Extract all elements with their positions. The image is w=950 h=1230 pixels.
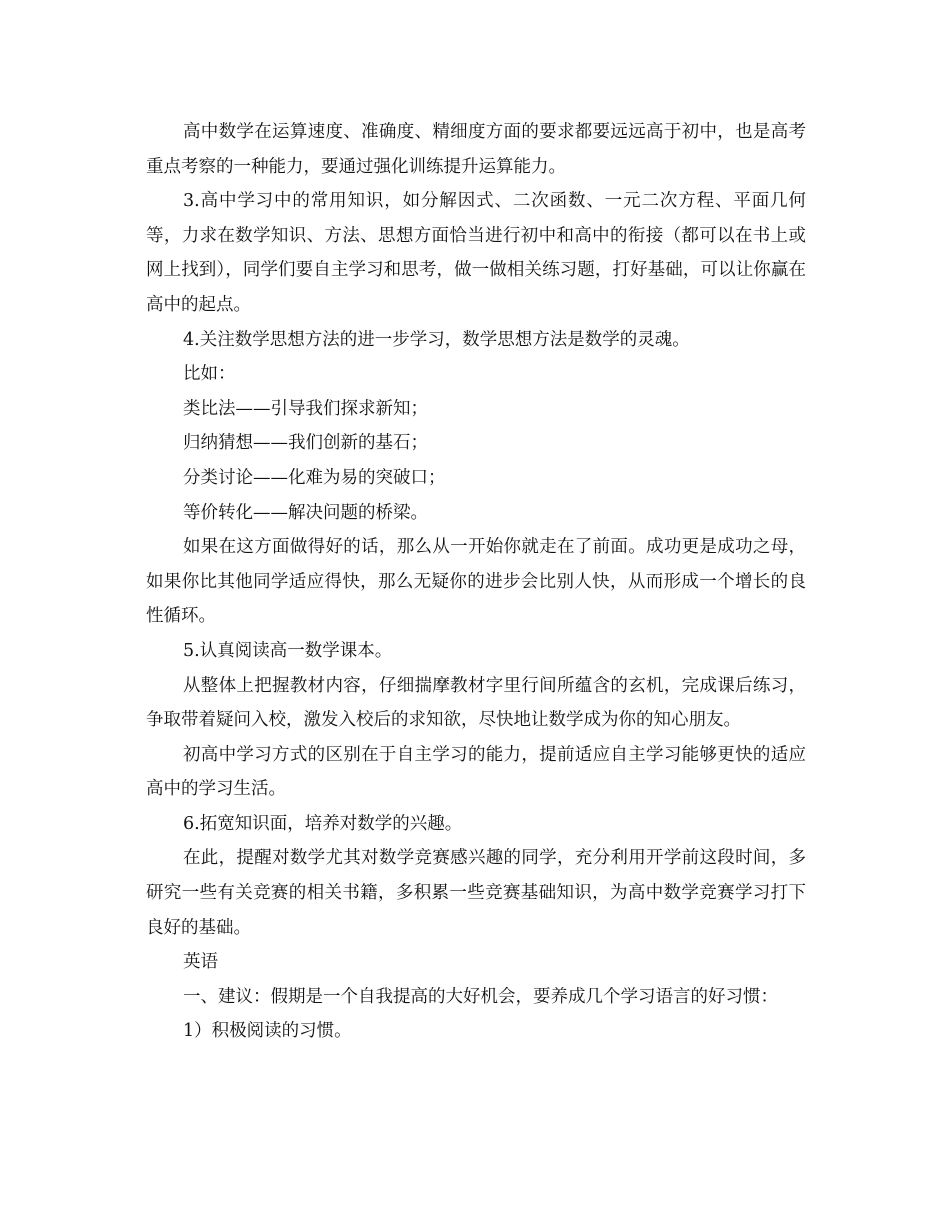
paragraph-equivalence: 等价转化——解决问题的桥梁。: [183, 502, 428, 523]
paragraph-success: 如果在这方面做得好的话，那么从一开始你就走在了前面。成功更是成功之母，如果你比其他同学适应得快，那么无疑你的进步会比别人快，从而形成一个增长的良性循环。: [146, 537, 806, 627]
paragraph-math-speed: 高中数学在运算速度、准确度、精细度方面的要求都要远远高于初中，也是高考重点考察的一种能力，要通过强化训练提升运算能力。: [146, 122, 806, 177]
paragraph-self-study: 初高中学习方式的区别在于自主学习的能力，提前适应自主学习能够更快的适应高中的学习生活。: [146, 744, 806, 800]
paragraph-classification: 分类讨论——化难为易的突破口；: [183, 467, 446, 488]
paragraph-suggestion: 一、建议：假期是一个自我提高的大好机会，要养成几个学习语言的好习惯：: [183, 986, 778, 1007]
document-page: [146, 115, 806, 1049]
paragraph-for-example: 比如：: [183, 364, 236, 385]
paragraph-english-heading: 英语: [183, 952, 218, 973]
paragraph-item-5: 5.认真阅读高一数学课本。: [183, 640, 393, 661]
paragraph-competition: 在此，提醒对数学尤其对数学竞赛感兴趣的同学，充分利用开学前这段时间，多研究一些有关竞赛的相关书籍，多积累一些竞赛基础知识，为高中数学竞赛学习打下良好的基础。: [146, 848, 806, 938]
paragraph-induction: 归纳猜想——我们创新的基石；: [183, 433, 428, 454]
paragraph-item-3: 3.高中学习中的常用知识，如分解因式、二次函数、一元二次方程、平面几何等，力求在数学知识、方法、思想方面恰当进行初中和高中的衔接（都可以在书上或网上找到），同学们要自主学习和思考，做一做相关练习题，打好基础，可以让你赢在高中的起点。: [146, 191, 806, 315]
paragraph-item-4: 4.关注数学思想方法的进一步学习，数学思想方法是数学的灵魂。: [183, 329, 690, 350]
paragraph-item-6: 6.拓宽知识面，培养对数学的兴趣。: [183, 813, 463, 834]
paragraph-reading-habit: 1）积极阅读的习惯。: [183, 1021, 352, 1042]
paragraph-textbook: 从整体上把握教材内容，仔细揣摩教材字里行间所蕴含的玄机，完成课后练习，争取带着疑问入校，激发入校后的求知欲，尽快地让数学成为你的知心朋友。: [146, 675, 806, 731]
paragraph-analogy: 类比法——引导我们探求新知；: [183, 398, 428, 419]
